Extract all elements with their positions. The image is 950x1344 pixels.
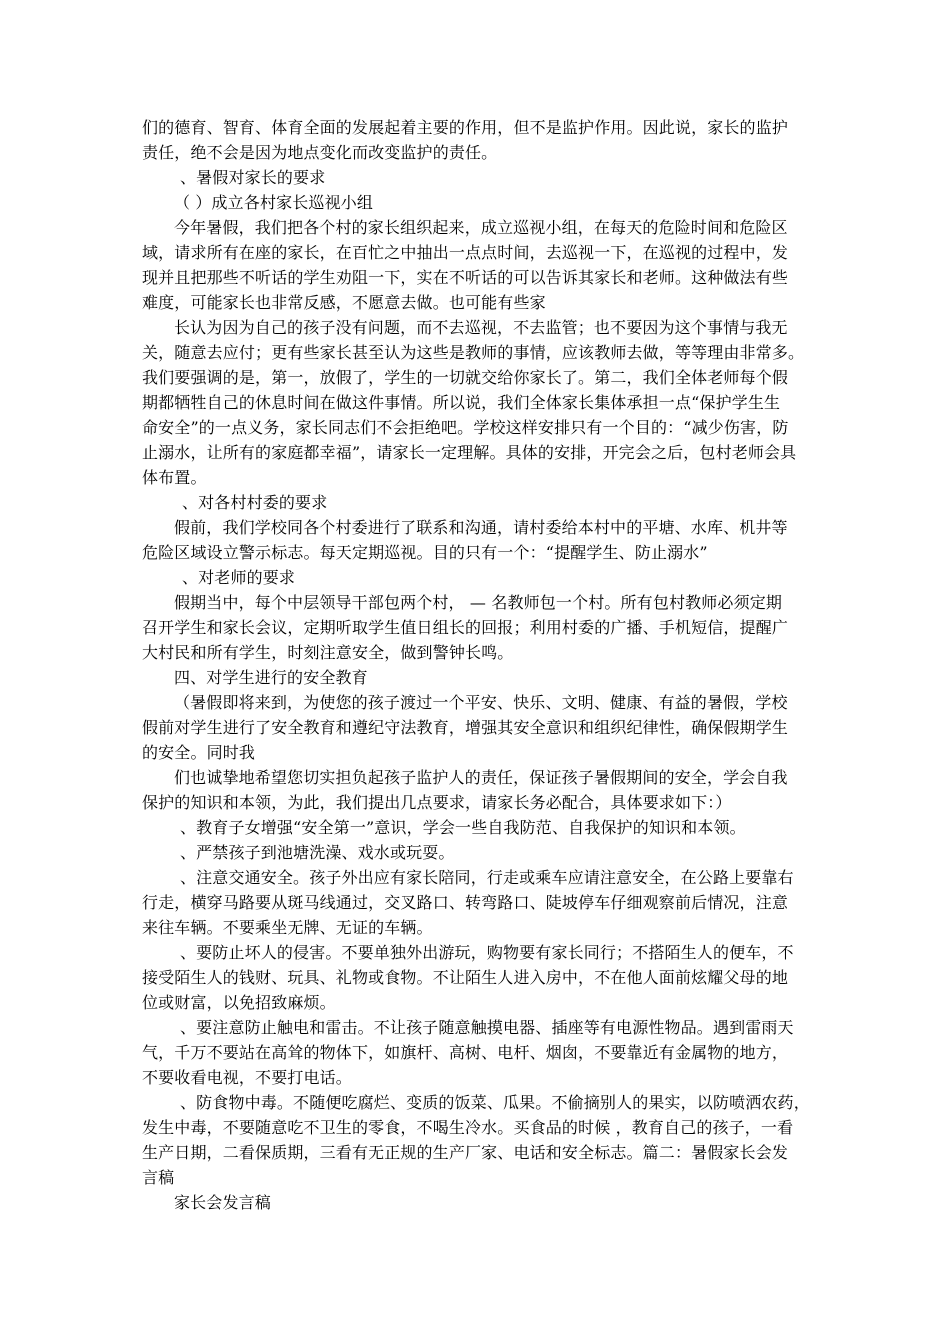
text-line: 难度，可能家长也非常反感，不愿意去做。也可能有些家 [142, 293, 546, 312]
list-item: 、注意交通安全。孩子外出应有家长陪同，行走或乘车应请注意安全，在公路上要靠右 [180, 868, 794, 887]
text-line: 期都牺牲自己的休息时间在做这件事情。所以说，我们全体家长集体承担一点“保护学生生 [142, 393, 781, 412]
text-line: 假前对学生进行了安全教育和遵纪守法教育，增强其安全意识和组织纪律性，确保假期学生 [142, 718, 789, 737]
text-line: 假期当中，每个中层领导干部包两个村， — 名教师包一个村。所有包村教师必须定期 [174, 593, 783, 612]
text-line: 位或财富，以免招致麻烦。 [142, 993, 336, 1012]
list-item: 、防食物中毒。不随便吃腐烂、变质的饭菜、瓜果。不偷摘别人的果实，以防喷洒农药， [180, 1093, 810, 1112]
text-line: 危险区域设立警示标志。每天定期巡视。目的只有一个：“提醒学生、防止溺水” [142, 543, 708, 562]
text-line: 命安全”的一点义务，家长同志们不会拒绝吧。学校这样安排只有一个目的：“减少伤害，防 [142, 418, 789, 437]
section-heading: 四、对学生进行的安全教育 [174, 668, 368, 687]
section-heading: 、对老师的要求 [182, 568, 296, 587]
text-line: 现并且把那些不听话的学生劝阻一下，实在不听话的可以告诉其家长和老师。这种做法有些 [142, 268, 789, 287]
text-line: 域，请求所有在座的家长，在百忙之中抽出一点点时间，去巡视一下，在巡视的过程中，发 [142, 243, 789, 262]
text-line: 大村民和所有学生，时刻注意安全，做到警钟长鸣。 [142, 643, 514, 662]
text-line: 体布置。 [142, 468, 207, 487]
text-line: 召开学生和家长会议，定期听取学生值日组长的回报；利用村委的广播、手机短信，提醒广 [142, 618, 789, 637]
text-line: （暑假即将来到，为使您的孩子渡过一个平安、快乐、文明、健康、有益的暑假，学校 [174, 693, 788, 712]
text-line: 长认为因为自己的孩子没有问题，而不去巡视，不去监管；也不要因为这个事情与我无 [174, 318, 788, 337]
text-line: 假前，我们学校同各个村委进行了联系和沟通，请村委给本村中的平塘、水库、机井等 [174, 518, 788, 537]
text-line: 今年暑假，我们把各个村的家长组织起来，成立巡视小组，在每天的危险时间和危险区 [174, 218, 788, 237]
text-line: 关，随意去应付；更有些家长甚至认为这些是教师的事情，应该教师去做，等等理由非常多。 [142, 343, 805, 362]
text-line: 们的德育、智育、体育全面的发展起着主要的作用，但不是监护作用。因此说，家长的监护 [142, 118, 789, 137]
text-line: 责任，绝不会是因为地点变化而改变监护的责任。 [142, 143, 498, 162]
text-line: 止溺水，让所有的家庭都幸福”，请家长一定理解。具体的安排，开完会之后，包村老师会具 [142, 443, 797, 462]
text-line: 的安全。同时我 [142, 743, 256, 762]
list-item: 、要防止坏人的侵害。不要单独外出游玩，购物要有家长同行；不搭陌生人的便车，不 [180, 943, 794, 962]
text-line: 我们要强调的是，第一，放假了，学生的一切就交给你家长了。第二，我们全体老师每个假 [142, 368, 789, 387]
text-line: 们也诚挚地希望您切实担负起孩子监护人的责任，保证孩子暑假期间的安全，学会自我 [174, 768, 788, 787]
text-line: 来往车辆。不要乘坐无牌、无证的车辆。 [142, 918, 433, 937]
text-line: 言稿 [142, 1168, 175, 1187]
text-line: 不要收看电视，不要打电话。 [142, 1068, 352, 1087]
list-item: 、教育子女增强“安全第一”意识，学会一些自我防范、自我保护的知识和本领。 [180, 818, 746, 837]
list-item: 、要注意防止触电和雷击。不让孩子随意触摸电器、插座等有电源性物品。遇到雷雨天 [180, 1018, 794, 1037]
section-heading: 、暑假对家长的要求 [180, 168, 326, 187]
text-line: 接受陌生人的钱财、玩具、礼物或食物。不让陌生人进入房中，不在他人面前炫耀父母的地 [142, 968, 789, 987]
text-line: 行走，横穿马路要从斑马线通过，交叉路口、转弯路口、陡坡停车仔细观察前后情况，注意 [142, 893, 789, 912]
text-line: 发生中毒，不要随意吃不卫生的零食，不喝生冷水。买食品的时候 ，教育自己的孩子，一看 [142, 1118, 794, 1137]
subsection-heading: （ ）成立各村家长巡视小组 [174, 193, 374, 212]
text-line: 生产日期，二看保质期，三看有无正规的生产厂家、电话和安全标志。篇二：暑假家长会发 [142, 1143, 789, 1162]
text-line: 气，千万不要站在高耸的物体下，如旗杆、高树、电杆、烟囱，不要靠近有金属物的地方， [142, 1043, 789, 1062]
list-item: 、严禁孩子到池塘洗澡、戏水或玩耍。 [180, 843, 455, 862]
document-title: 家长会发言稿 [174, 1193, 271, 1212]
text-line: 保护的知识和本领，为此，我们提出几点要求，请家长务必配合，具体要求如下：） [142, 793, 732, 812]
section-heading: 、对各村村委的要求 [182, 493, 328, 512]
